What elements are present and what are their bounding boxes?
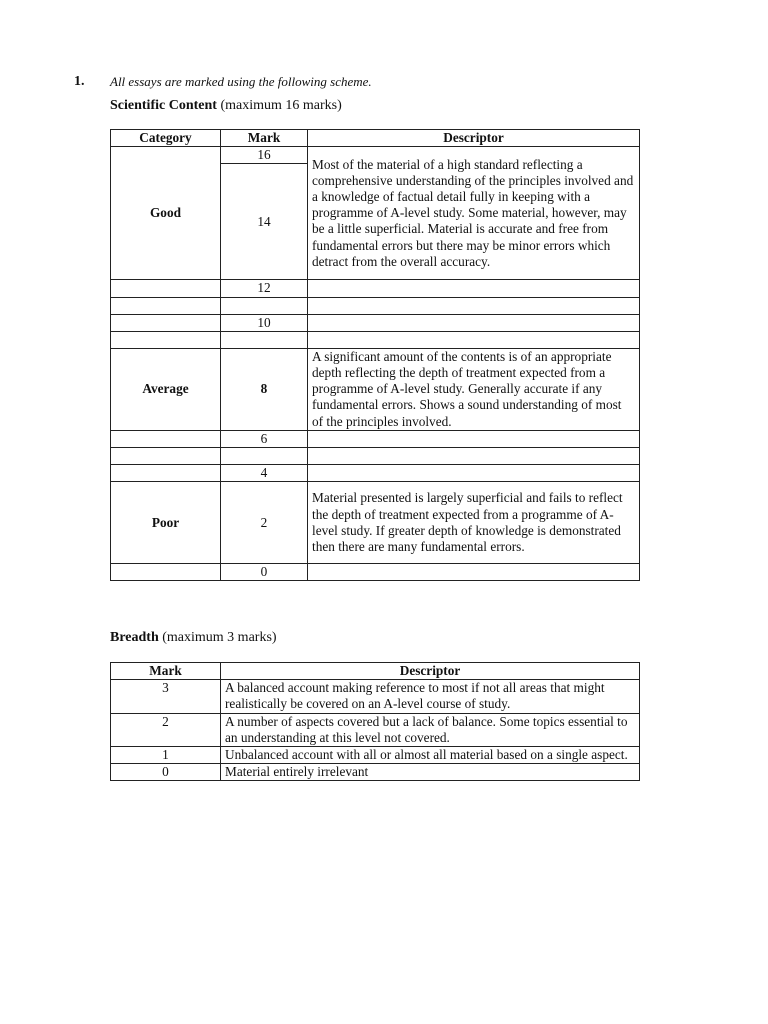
category-average: Average	[111, 348, 221, 430]
table-row	[111, 314, 640, 331]
table-row	[111, 764, 640, 781]
table-row	[111, 348, 640, 430]
mark-cell: 10	[221, 314, 308, 331]
empty-cell	[111, 297, 221, 314]
empty-cell	[308, 297, 640, 314]
table-row	[111, 713, 640, 746]
mark-cell: 2	[111, 713, 221, 746]
mark-cell: 16	[221, 147, 308, 164]
empty-cell	[111, 280, 221, 297]
header-mark: Mark	[221, 130, 308, 147]
breadth-table	[110, 662, 640, 781]
table-row	[111, 430, 640, 447]
descriptor-good: Most of the material of a high standard reflecting a comprehensive understanding of the principles involved and a knowledge of factual detail fully in keeping with a programme of A-level study. Some material, however, may be a little superficial. Material is accurate and free from fundamental errors but there may be minor errors which detract from the overall accuracy.	[308, 147, 640, 280]
scientific-heading	[110, 98, 342, 114]
empty-cell	[308, 465, 640, 482]
empty-cell	[221, 448, 308, 465]
mark-cell: 12	[221, 280, 308, 297]
descriptor-poor: Material presented is largely superficial and fails to reflect the depth of treatment expected from a programme of A- level study. If greater depth of knowledge is demonstrated then there are many fundamental errors.	[308, 482, 640, 564]
header-descriptor: Descriptor	[221, 663, 640, 680]
mark-cell: 3	[111, 680, 221, 713]
category-poor: Poor	[111, 482, 221, 564]
table-row	[111, 747, 640, 764]
mark-cell: 8	[221, 348, 308, 430]
category-good: Good	[111, 147, 221, 280]
empty-cell	[308, 280, 640, 297]
descriptor-cell: A balanced account making reference to most if not all areas that might realistically be covered on an A-level course of study.	[221, 680, 640, 713]
mark-cell: 0	[221, 564, 308, 581]
intro-text: All essays are marked using the following scheme.	[110, 74, 372, 89]
empty-cell	[308, 448, 640, 465]
header-descriptor: Descriptor	[308, 130, 640, 147]
mark-cell: 6	[221, 430, 308, 447]
question-number: 1.	[74, 74, 85, 89]
table-row	[111, 564, 640, 581]
empty-cell	[111, 331, 221, 348]
descriptor-cell: Material entirely irrelevant	[221, 764, 640, 781]
mark-cell: 1	[111, 747, 221, 764]
empty-cell	[308, 314, 640, 331]
scientific-note: (maximum 16 marks)	[220, 98, 342, 113]
mark-cell: 2	[221, 482, 308, 564]
empty-cell	[111, 314, 221, 331]
scientific-title: Scientific Content	[110, 98, 217, 113]
table-header-row	[111, 663, 640, 680]
scientific-content-table	[110, 129, 640, 581]
empty-cell	[308, 430, 640, 447]
mark-cell: 14	[221, 164, 308, 280]
empty-cell	[111, 448, 221, 465]
table-row	[111, 147, 640, 164]
table-row	[111, 280, 640, 297]
mark-cell: 0	[111, 764, 221, 781]
empty-cell	[308, 564, 640, 581]
table-row	[111, 465, 640, 482]
breadth-heading	[110, 630, 277, 646]
descriptor-cell: Unbalanced account with all or almost all material based on a single aspect.	[221, 747, 640, 764]
empty-cell	[111, 430, 221, 447]
empty-cell	[221, 331, 308, 348]
empty-cell	[221, 297, 308, 314]
table-row	[111, 482, 640, 564]
table-row	[111, 448, 640, 465]
breadth-title: Breadth	[110, 630, 159, 645]
empty-cell	[111, 465, 221, 482]
empty-cell	[111, 564, 221, 581]
descriptor-average: A significant amount of the contents is of an appropriate depth reflecting the depth of treatment expected from a programme of A-level study. Generally accurate if any fundamental errors. Shows a sound understanding of most of the principles involved.	[308, 348, 640, 430]
header-category: Category	[111, 130, 221, 147]
table-header-row	[111, 130, 640, 147]
table-row	[111, 331, 640, 348]
table-row	[111, 680, 640, 713]
table-row	[111, 297, 640, 314]
header-mark: Mark	[111, 663, 221, 680]
mark-cell: 4	[221, 465, 308, 482]
breadth-note: (maximum 3 marks)	[162, 630, 277, 645]
empty-cell	[308, 331, 640, 348]
descriptor-cell: A number of aspects covered but a lack of balance. Some topics essential to an understanding at this level not covered.	[221, 713, 640, 746]
